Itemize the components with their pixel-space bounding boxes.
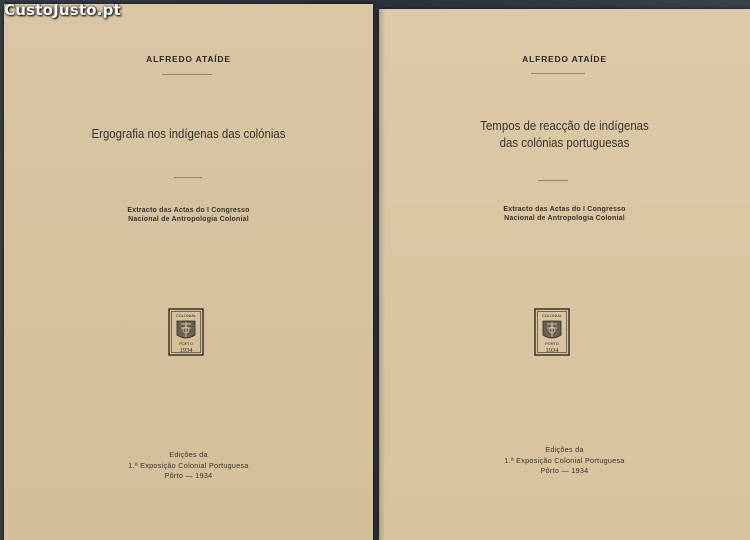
author-name: ALFREDO ATAÍDE — [522, 54, 607, 64]
extract-line: Nacional de Antropologia Colonial — [504, 215, 625, 222]
emblem-year: 1934 — [545, 347, 559, 354]
publisher-line: Pôrto — 1934 — [540, 466, 589, 475]
booklet-title — [401, 117, 727, 151]
title-rule — [174, 177, 202, 178]
emblem-top-text: COLONIAL — [541, 313, 563, 318]
publisher-line: Pôrto — 1934 — [164, 471, 213, 480]
booklet-title — [26, 125, 351, 142]
publisher-info — [379, 445, 750, 477]
extract-note — [379, 205, 750, 223]
publisher-line: Edições da — [545, 445, 584, 454]
emblem-year: 1934 — [179, 347, 193, 354]
extract-line: Extracto das Actas do I Congresso — [503, 206, 626, 213]
publisher-line: 1.ª Exposição Colonial Portuguesa — [504, 455, 625, 465]
booklet-cover-tempos-de-reaccao — [379, 9, 750, 540]
author-rule — [531, 73, 585, 74]
title-line: Ergografia nos indígenas das colónias — [91, 126, 286, 141]
author-name: ALFREDO ATAÍDE — [146, 54, 231, 64]
title-line: das colónias portuguesas — [499, 135, 630, 150]
extract-line: Extracto das Actas do I Congresso — [127, 207, 250, 214]
title-rule — [538, 180, 568, 181]
publisher-line: 1.ª Exposição Colonial Portuguesa — [128, 460, 249, 470]
exposition-emblem — [534, 308, 570, 356]
emblem-bottom-text: PORTO — [178, 341, 194, 346]
author-rule — [162, 74, 212, 75]
emblem-bottom-text: PORTO — [544, 341, 560, 346]
booklet-cover-ergografia — [4, 4, 373, 540]
extract-note — [4, 206, 373, 224]
extract-line: Nacional de Antropologia Colonial — [128, 216, 249, 223]
emblem-top-text: COLONIAL — [175, 313, 197, 318]
exposition-emblem — [168, 308, 204, 356]
publisher-info — [4, 450, 373, 482]
watermark: CustoJusto.pt — [4, 1, 121, 19]
title-line: Tempos de reacção de indígenas — [480, 118, 649, 133]
publisher-line: Edições da — [169, 450, 208, 459]
